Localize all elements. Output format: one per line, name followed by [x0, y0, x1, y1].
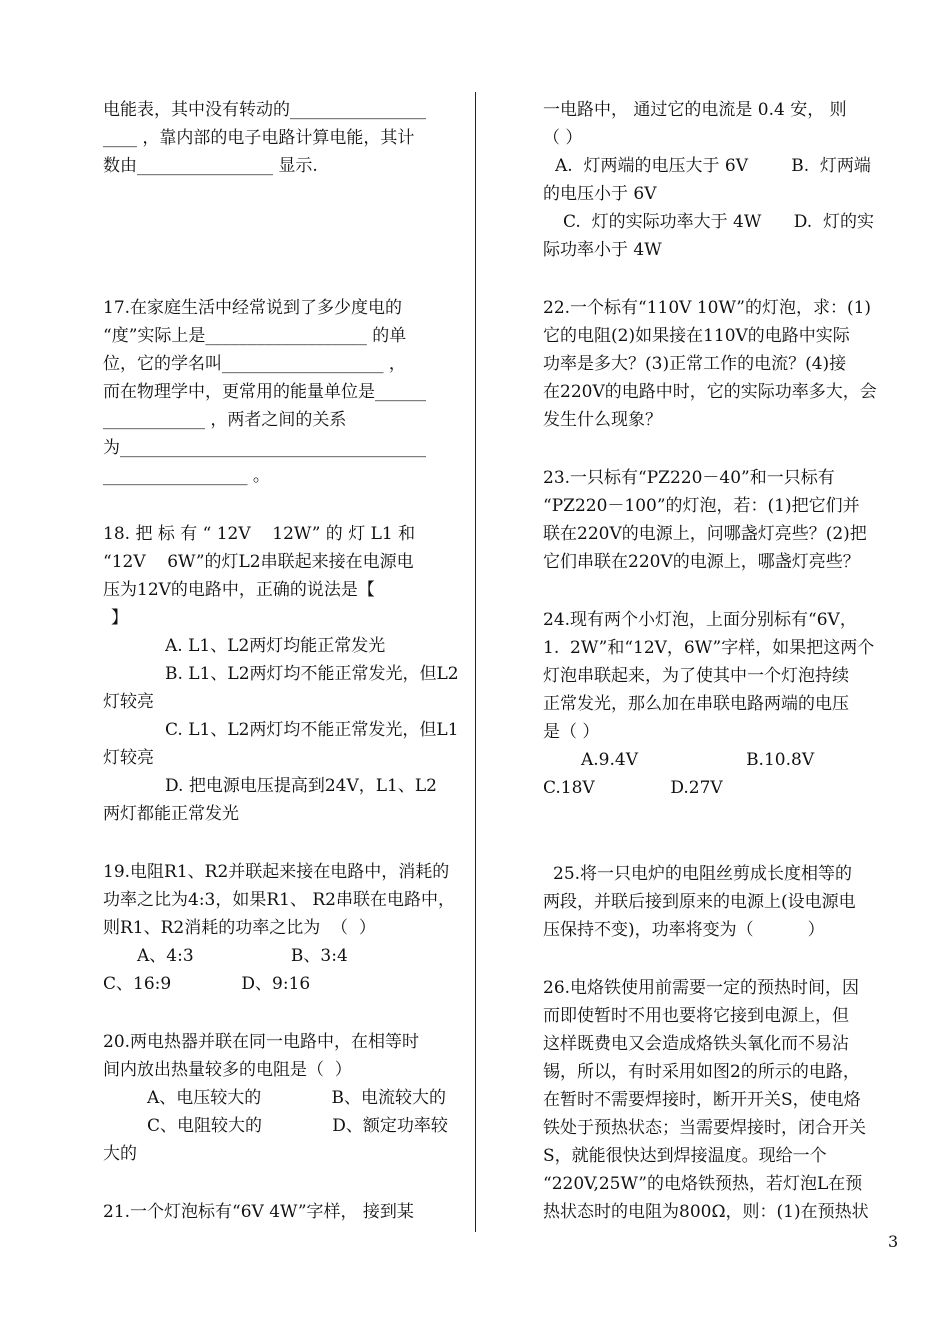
- left-column-line: ____ ，靠内部的电子电路计算电能，其计: [103, 128, 415, 148]
- right-column-line: 铁处于预热状态；当需要焊接时，闭合开关: [543, 1118, 866, 1138]
- left-column-line: 灯较亮: [103, 692, 154, 712]
- page-number: 3: [888, 1232, 899, 1251]
- right-column-line: 1. 2W”和“12V，6W”字样，如果把这两个: [543, 638, 875, 658]
- right-column-line: 它们串联在220V的电源上，哪盏灯亮些？: [543, 552, 860, 572]
- right-column-line: 际功率小于 4W: [543, 240, 662, 260]
- left-column-line: 功率之比为4:3，如果R1、 R2串联在电路中，: [103, 890, 455, 910]
- right-column-line: 22.一个标有“110V 10W”的灯泡，求：(1): [543, 298, 872, 318]
- left-column-line: 灯较亮: [103, 748, 154, 768]
- right-column-line: 而即使暂时不用也要将它接到电源上，但: [543, 1006, 849, 1026]
- left-column-line: 18. 把 标 有 “ 12V 12W” 的 灯 L1 和: [103, 524, 416, 544]
- right-column-line: S，就能很快达到焊接温度。现给一个: [543, 1146, 827, 1166]
- right-column-line: 灯泡串联起来，为了使其中一个灯泡持续: [543, 666, 849, 686]
- left-column-line: 两灯都能正常发光: [103, 804, 239, 824]
- right-column-line: 热状态时的电阻为800Ω，则：(1)在预热状: [543, 1202, 869, 1222]
- left-column-line: D. 把电源电压提高到24V，L1、L2: [165, 776, 437, 796]
- left-column-line: C. L1、L2两灯均不能正常发光，但L1: [165, 720, 459, 740]
- right-column-line: 这样既费电又会造成烙铁头氧化而不易沾: [543, 1034, 849, 1054]
- left-column-line: 压为12V的电路中，正确的说法是【: [103, 580, 375, 600]
- left-column-line: A. L1、L2两灯均能正常发光: [165, 636, 386, 656]
- right-column-line: “PZ220－100”的灯泡，若：(1)把它们并: [543, 496, 860, 516]
- left-column-line: A、4:3 B、3:4: [137, 946, 348, 966]
- left-column-line: 大的: [103, 1144, 137, 1164]
- right-column-line: 压保持不变)，功率将变为（ ）: [543, 920, 825, 940]
- left-column-line: B. L1、L2两灯均不能正常发光，但L2: [165, 664, 459, 684]
- right-column-line: 25.将一只电炉的电阻丝剪成长度相等的: [553, 864, 853, 884]
- left-column-line: 21.一个灯泡标有“6V 4W”字样， 接到某: [103, 1202, 414, 1222]
- left-column-line: ____________ ，两者之间的关系: [103, 410, 347, 430]
- right-column-line: 联在220V的电源上，问哪盏灯亮些？(2)把: [543, 524, 867, 544]
- right-column-line: A. 灯两端的电压大于 6V B. 灯两端: [555, 156, 871, 176]
- left-column-line: 间内放出热量较多的电阻是（ ）: [103, 1060, 352, 1080]
- right-column-line: （ ）: [543, 128, 583, 148]
- right-column-line: 一电路中， 通过它的电流是 0.4 安， 则: [543, 100, 847, 120]
- left-column-line: 而在物理学中，更常用的能量单位是______: [103, 382, 426, 402]
- right-column-line: 23.一只标有“PZ220－40”和一只标有: [543, 468, 835, 488]
- right-column-line: 它的电阻(2)如果接在110V的电路中实际: [543, 326, 850, 346]
- left-column-line: 19.电阻R1、R2并联起来接在电路中，消耗的: [103, 862, 450, 882]
- right-column-line: 两段，并联后接到原来的电源上(设电源电: [543, 892, 856, 912]
- right-column-line: 在暂时不需要焊接时，断开开关S，使电烙: [543, 1090, 861, 1110]
- column-divider: [475, 92, 476, 1232]
- right-column-line: 正常发光，那么加在串联电路两端的电压: [543, 694, 849, 714]
- left-column-line: 数由________________ 显示.: [103, 156, 318, 176]
- left-column-line: “度”实际上是___________________ 的单: [103, 326, 407, 346]
- left-column-line: 则R1、R2消耗的功率之比为 （ ）: [103, 918, 376, 938]
- right-column-line: 26.电烙铁使用前需要一定的预热时间，因: [543, 978, 860, 998]
- left-column-line: 17.在家庭生活中经常说到了多少度电的: [103, 298, 403, 318]
- right-column-line: 是（ ）: [543, 722, 600, 742]
- right-column-line: 功率是多大？(3)正常工作的电流？(4)接: [543, 354, 847, 374]
- right-column-line: “220V,25W”的电烙铁预热，若灯泡L在预: [543, 1174, 863, 1194]
- right-column-line: A.9.4V B.10.8V: [581, 750, 815, 770]
- right-column-line: 锡，所以，有时采用如图2的所示的电路，: [543, 1062, 860, 1082]
- left-column-line: _________________ 。: [103, 466, 270, 486]
- right-column-line: 的电压小于 6V: [543, 184, 657, 204]
- left-column-line: C、16:9 D、9:16: [103, 974, 311, 994]
- left-column-line: C、电阻较大的 D、额定功率较: [147, 1116, 448, 1136]
- right-column-line: C. 灯的实际功率大于 4W D. 灯的实: [563, 212, 874, 232]
- left-column-line: 位，它的学名叫___________________ ，: [103, 354, 406, 374]
- right-column-line: 24.现有两个小灯泡，上面分别标有“6V，: [543, 610, 857, 630]
- left-column-line: 电能表，其中没有转动的________________: [103, 100, 426, 120]
- right-column-line: 发生什么现象？: [543, 410, 662, 430]
- left-column-line: 为____________________________________: [103, 438, 426, 458]
- left-column-line: “12V 6W”的灯L2串联起来接在电源电: [103, 552, 414, 572]
- left-column-line: A、电压较大的 B、电流较大的: [147, 1088, 447, 1108]
- left-column-line: 】: [111, 608, 128, 628]
- right-column-line: 在220V的电路中时，它的实际功率多大，会: [543, 382, 877, 402]
- right-column-line: C.18V D.27V: [543, 778, 723, 798]
- left-column-line: 20.两电热器并联在同一电路中，在相等时: [103, 1032, 420, 1052]
